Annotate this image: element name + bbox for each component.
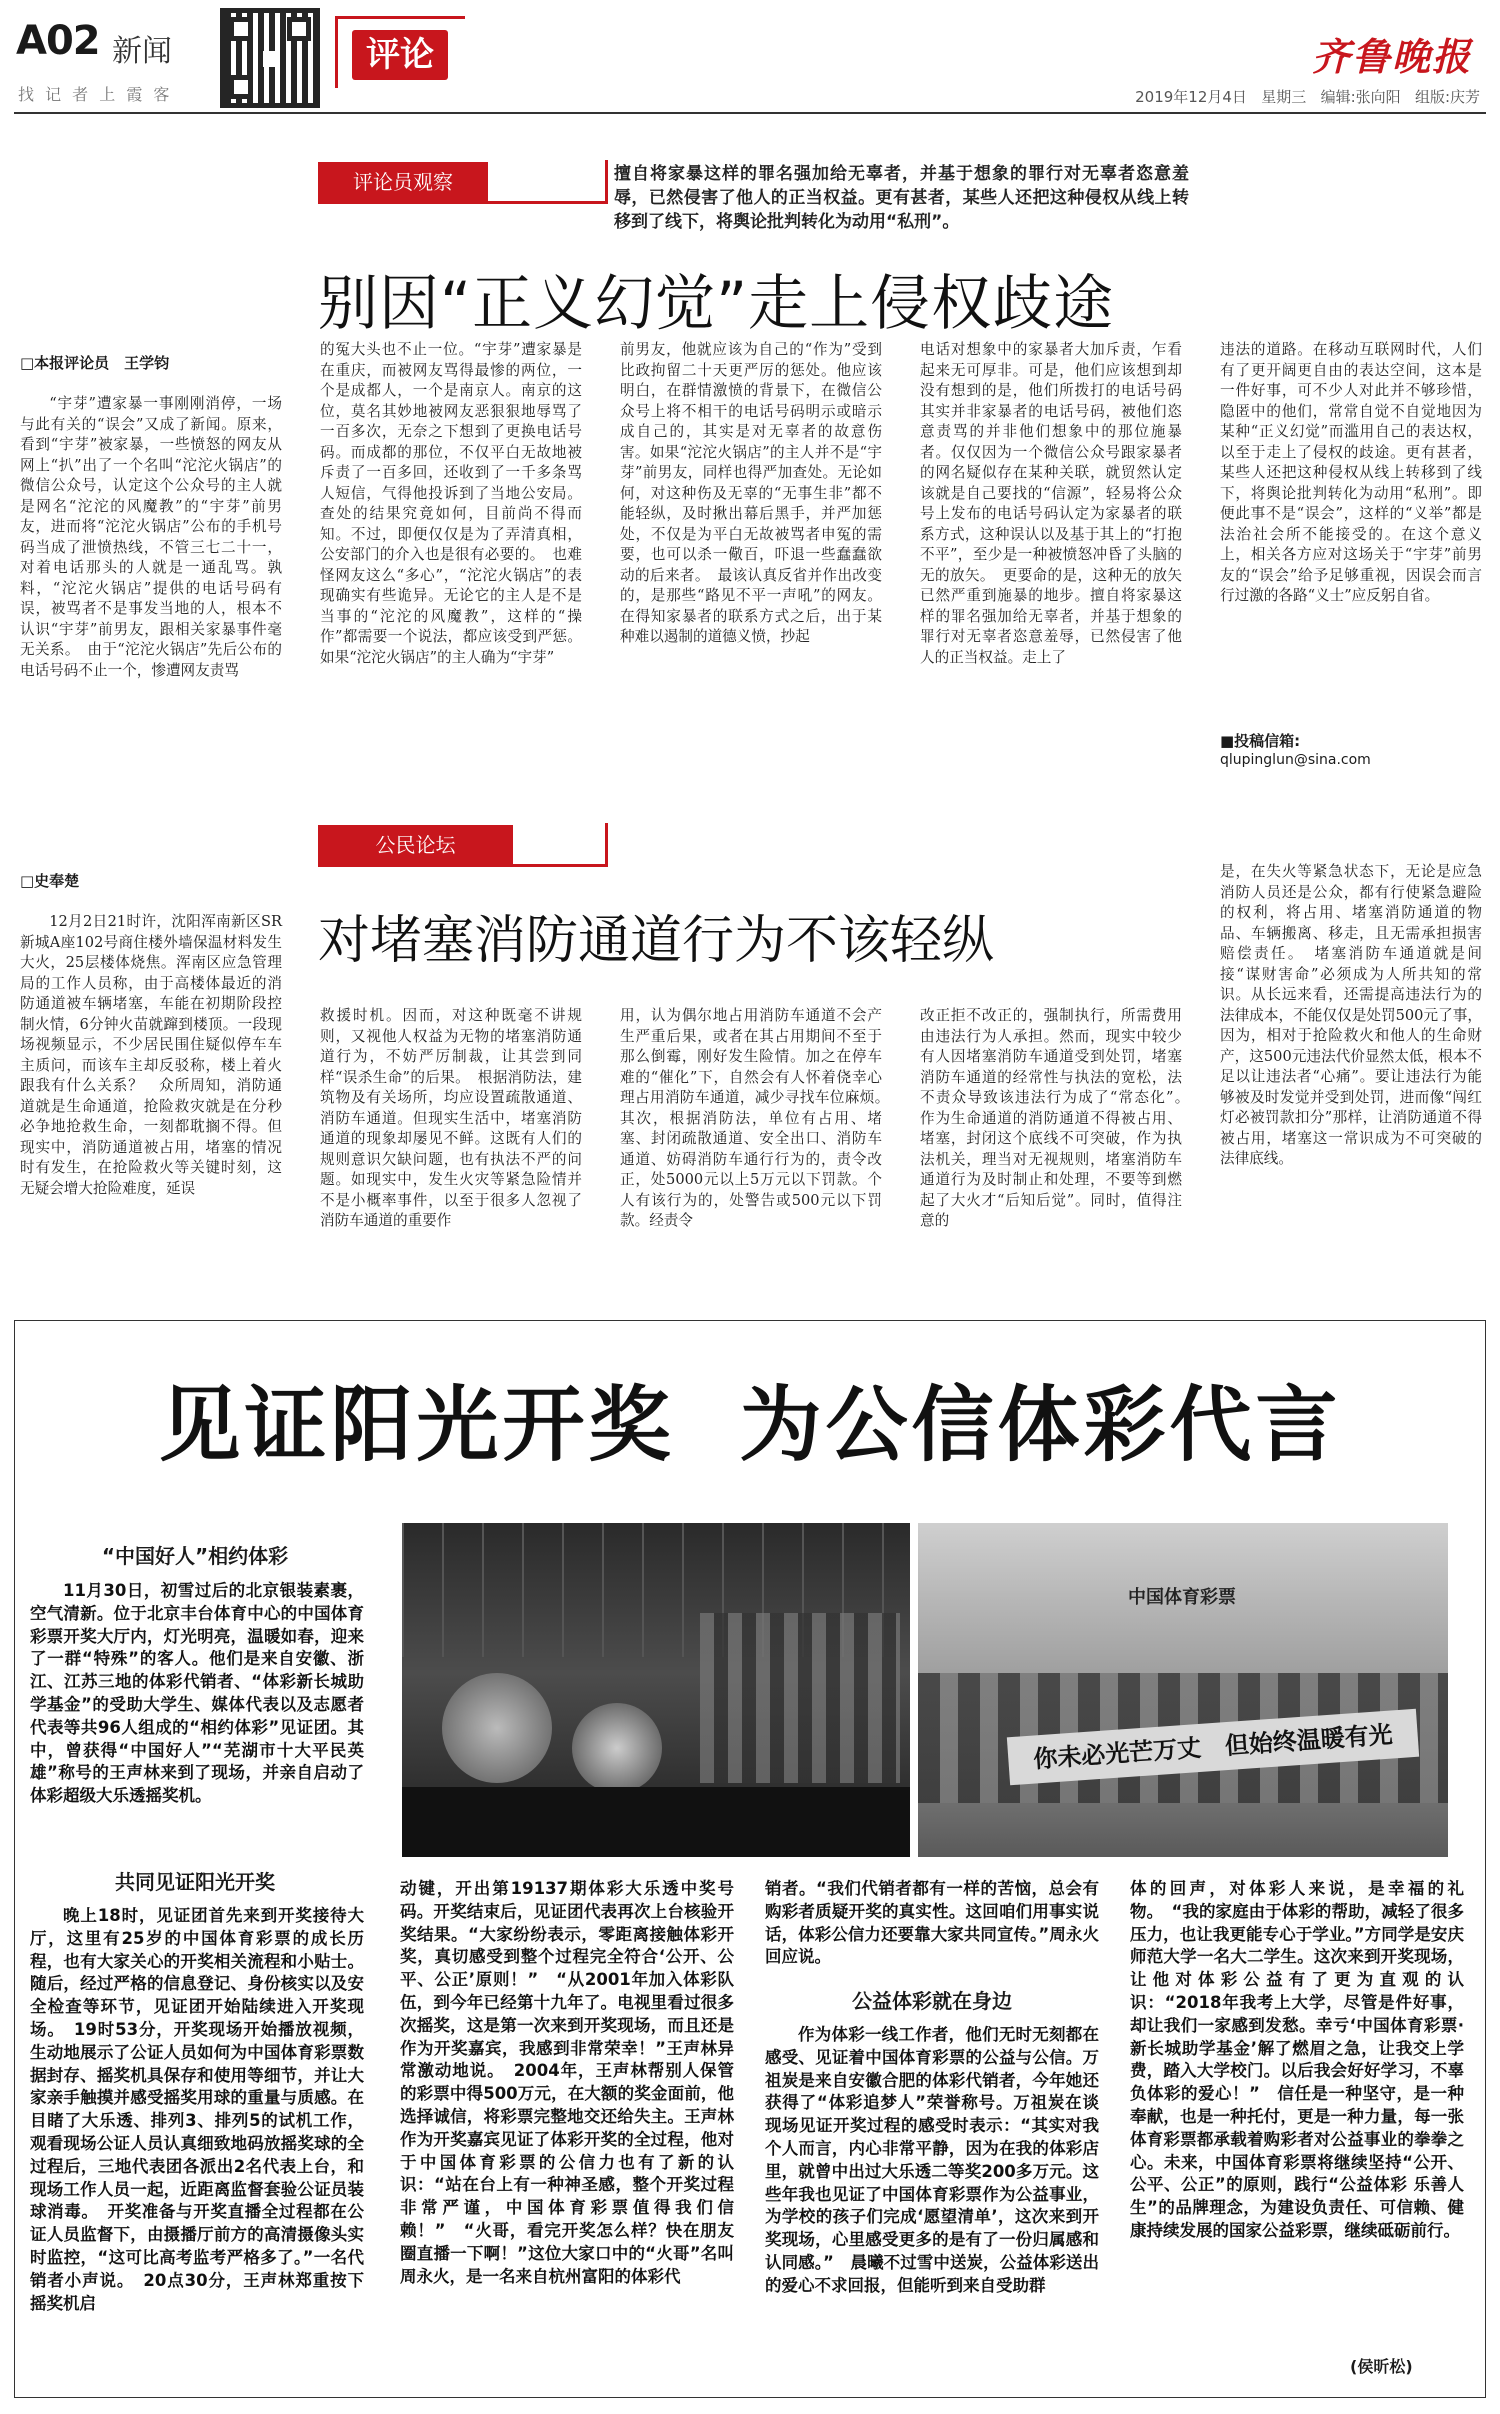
issue-date: 2019年12月4日 <box>1135 88 1247 106</box>
article1-column-5 <box>1220 340 1482 706</box>
feature-col3-p1: 销者。“我们代销者都有一样的苦恼，总会有购彩者质疑开奖的真实性。这回咱们用事实说话，体彩公信力还要靠大家共同宣传。”周永火回应说。 <box>765 1879 1099 1967</box>
contribution-email[interactable]: qlupinglun@sina.com <box>1220 752 1371 768</box>
section2-title-text: 共同见证阳光开奖 <box>115 1870 275 1894</box>
issue-info <box>1135 86 1480 107</box>
article2-col1-text: 12月2日21时许，沈阳浑南新区SR新城A座102号商住楼外墙保温材料发生大火，25层楼体烧焦。浑南区应急管理局的工作人员称，由于高楼体最近的消防通道被车辆堵塞，车能在初期阶段控制火情，6分钟火苗就蹿到楼顶。一段现场视频显示，不少居民围住疑似停车车主质问，而该车主却反驳称，楼上着火跟我有什么关系？ 众所周知，消防通道就是生命通道，抢险救灾就是在分秒必争地抢救生命，一刻都耽搁不得。但现实中，消防通道被占用，堵塞的情况时有发生，在抢险救火等关键时刻，这无疑会增大抢险难度，延误 <box>20 913 282 1197</box>
layout-editor: 组版:庆芳 <box>1414 88 1480 106</box>
article1-col4-text: 电话对想象中的家暴者大加斥责，乍看起来无可厚非。可是，他们应该想到却没有想到的是，他们所拨打的电话号码其实并非家暴者的电话号码，被他们恣意责骂的并非他们想象中的那位施暴者。仅仅因为一个微信公众号跟家暴者的网名疑似存在某种关联，就贸然认定该就是自己要找的“信源”，轻易将公众号上发布的电话号码认定为家暴者的联系方式，这种误认以及基于其上的“打抱不平”，至少是一种被愤怒冲昏了头脑的无的放矢。 更要命的是，这种无的放矢已然严重到施暴的地步。擅自将家暴这样的罪名强加给无辜者，并基于想象的罪行对无辜者恣意羞辱，已然侵害了他人的正当权益。走上了 <box>920 341 1182 666</box>
article1-lead: 擅自将家暴这样的罪名强加给无辜者，并基于想象的罪行对无辜者恣意羞辱，已然侵害了他人的正当权益。更有甚者，某些人还把这种侵权从线上转移到了线下，将舆论批判转化为动用“私刑”。 <box>614 164 1189 232</box>
article2-column-2 <box>320 1006 582 1292</box>
article1-column-2 <box>320 340 582 774</box>
feature-col3-p2: 作为体彩一线工作者，他们无时无刻都在感受、见证着中国体育彩票的公益与公信。万祖炭是来自安徽合肥的体彩代销者，今年她还获得了“体彩追梦人”荣誉称号。万祖炭在谈现场见证开奖过程的感受时表示：“其实对我个人而言，内心非常平静，因为在我的体彩店里，就曾中出过大乐透二等奖200多万元。这些年我也见证了中国体育彩票作为公益事业，为学校的孩子们完成‘愿望清单’，这次来到开奖现场，心里感受更多的是有了一份归属感和认同感。” 晨曦不过雪中送炭，公益体彩送出的爱心不求回报，但能听到来自受助群 <box>765 2025 1099 2295</box>
section1-title-text: “中国好人”相约体彩 <box>101 1544 289 1568</box>
article2-column-4 <box>920 1006 1197 1292</box>
feature-column-1a <box>30 1580 364 1860</box>
feature-col2-text: 动键，开出第19137期体彩大乐透中奖号码。开奖结束后，见证团代表再次上台核验开奖结果。“大家纷纷表示，零距离接触体彩开奖，真切感受到整个过程完全符合‘公开、公平、公正’原则！” “从2001年加入体彩队伍，到今年已经第十九年了。电视里看过很多次摇奖，这是第一次来到开奖现场，而且还是作为开奖嘉宾，我感到非常荣幸！”王声林异常激动地说。 2004年，王声林帮别人保管的彩票中得500万元，在大额的奖金面前，他选择诚信，将彩票完整地交还给失主。王声林作为开奖嘉宾见证了体彩开奖的全过程，他对于中国体育彩票的公信力也有了新的认识：“站在台上有一种神圣感，整个开奖过程非常严谨，中国体育彩票值得我们信赖！” “火哥，看完开奖怎么样？快在朋友圈直播一下啊！”这位大家口中的“火哥”名叫周永火，是一名来自杭州富阳的体彩代 <box>400 1879 734 2286</box>
header-slogan: 找 记 者 上 霞 客 <box>18 85 173 104</box>
feature-headline: 见证阳光开奖 为公信体彩代言 <box>158 1378 1342 1473</box>
editor: 编辑:张向阳 <box>1320 88 1401 106</box>
feature-col4-text: 体的回声，对体彩人来说，是幸福的礼物。 “我的家庭由于体彩的帮助，减轻了很多压力，也让我更能专心于学业。”方同学是安庆师范大学一名大二学生。这次来到开奖现场，让他对体彩公益有了更为直观的认识：“2018年我考上大学，尽管是件好事，却让我们一家感到发愁。幸亏‘中国体育彩票·新长城助学基金’解了燃眉之急，让我交上学费，踏入大学校门。以后我会好好学习，不辜负体彩的爱心！” 信任是一种坚守，是一种奉献，也是一种托付，更是一种力量，每一张体育彩票都承载着购彩者对公益事业的拳拳之心。未来，中国体育彩票将继续坚持“公开、公平、公正”的原则，践行“公益体彩 乐善人生”的品牌理念，为建设负责任、可信赖、健康持续发展的国家公益彩票，继续砥砺前行。 <box>1130 1879 1464 2240</box>
section-name: 新闻 <box>112 34 172 69</box>
article1-title: 别因“正义幻觉”走上侵权歧途 <box>318 269 1115 339</box>
feature-col1-p2: 晚上18时，见证团首先来到开奖接待大厅，这里有25岁的中国体育彩票的成长历程，也有大家关心的开奖相关流程和小贴士。随后，经过严格的信息登记、身份核实以及安全检查等环节，见证团开始陆续进入开奖现场。 19时53分，开奖现场开始播放视频，生动地展示了公证人员如何为中国体育彩票数据封存、摇奖机具保存和使用等细节，并让大家亲手触摸并感受摇奖用球的重量与质感。在目睹了大乐透、排列3、排列5的试机工作，观看现场公证人员认真细致地码放摇奖球的全过程后，三地代表团各派出2名代表上台，和现场工作人员一起，近距离监督套验公证员装球消毒。 开奖准备与开奖直播全过程都在公证人员监督下，由摄播厅前方的高清摄像头实时监控，“这可比高考监考严格多了。”一名代销者小声说。 20点30分，王声林郑重按下摇奖机启 <box>30 1906 364 2313</box>
article1-column-4 <box>920 340 1182 774</box>
feature-column-2 <box>400 1878 734 2378</box>
feature-section1-title <box>30 1540 360 1569</box>
feature-column-4 <box>1130 1878 1464 2350</box>
header-divider <box>14 112 1486 114</box>
article1-tag: 评论员观察 <box>318 162 488 202</box>
section3-title-text: 公益体彩就在身边 <box>852 1989 1012 2013</box>
feature-section2-title <box>30 1866 360 1895</box>
article2-byline: □史奉楚 <box>20 872 80 890</box>
article1-col2-text: 的冤大头也不止一位。“宇芽”遭家暴是在重庆，而被网友骂得最惨的两位，一个是成都人，一个是南京人。南京的这位，莫名其妙地被网友恶狠狠地辱骂了一百多次，无奈之下想到了更换电话号码。而成都的那位，不仅平白无故地被斥责了一百多回，还收到了一千多条骂人短信，气得他投诉到了当地公安局。查处的结果究竟如何，目前尚不得而知。不过，即便仅仅是为了弄清真相，公安部门的介入也是很有必要的。 也难怪网友这么“多心”，“沱沱火锅店”的表现确实有些诡异。无论它的主人是不是当事的“沱沱的风魔教”，这样的“操作”都需要一个说法，都应该受到严惩。如果“沱沱火锅店”的主人确为“宇芽” <box>320 341 582 666</box>
feature-signoff: (侯昕松) <box>1350 2357 1413 2376</box>
article1-col3-text: 前男友，他就应该为自己的“作为”受到比政拘留二十天更严厉的惩处。他应该明白，在群情激愤的背景下，在微信公众号上将不相干的电话号码明示或暗示成自己的，其实是对无辜者的故意伤害。如果“沱沱火锅店”的主人并不是“宇芽”前男友，同样也得严加查处。无论如何，对这种伤及无辜的“无事生非”都不能轻纵，及时揪出幕后黑手，并严加惩处，不仅是为平白无故被骂者申冤的需要，也可以杀一儆百，吓退一些蠢蠢欲动的后来者。 最该认真反省并作出改变的，是那些“路见不平一声吼”的网友。在得知家暴者的联系方式之后，出于某种难以遏制的道德义愤，抄起 <box>620 341 882 645</box>
article1-col5-text: 违法的道路。在移动互联网时代，人们有了更开阔更自由的表达空间，这本是一件好事，可不少人对此并不够珍惜，隐匿中的他们，常常自觉不自觉地因为某种“正义幻觉”而滥用自己的表达权，以至于走上了侵权的歧途。更有甚者，某些人还把这种侵权从线上转移到了线下，将舆论批判转化为动用“私刑”。即便此事不是“误会”，这样的“义举”都是法治社会所不能接受的。在这个意义上，相关各方应对这场关于“宇芽”前男友的“误会”给予足够重视，因误会而言行过激的各路“义士”应反躬自省。 <box>1220 341 1482 604</box>
article1-col1-text: “宇芽”遭家暴一事刚刚消停，一场与此有关的“误会”又成了新闻。原来，看到“宇芽”被家暴，一些愤怒的网友从网上“扒”出了一个名叫“沱沱火锅店”的微信公众号，认定这个公众号的主人就是网名“沱沱的风魔教”的“宇芽”前男友，进而将“沱沱火锅店”公布的手机号码当成了泄愤热线，不管三七二十一，对着电话那头的人就是一通乱骂。孰料，“沱沱火锅店”提供的电话号码有误，被骂者不是事发当地的人，根本不认识“宇芽”前男友，跟相关家暴事件毫无关系。 由于“沱沱火锅店”先后公布的电话号码不止一个，惨遭网友责骂 <box>20 395 282 679</box>
article2-col4-text: 改正拒不改正的，强制执行，所需费用由违法行为人承担。然而，现实中较少有人因堵塞消防车通道受到处罚，堵塞消防车通道的经常性与执法的宽松，法不责众导致该违法行为成了“常态化”。 作为生命通道的消防通道不得被占用、堵塞，封闭这个底线不可突破，作为执法机关，理当对无视规则，堵塞消防车通道行为及时制止和处理，不要等到燃起了大火才“后知后觉”。同时，值得注意的 <box>920 1007 1197 1229</box>
article2-col5-text: 是，在失火等紧急状态下，无论是应急消防人员还是公众，都有行使紧急避险的权利，将占用、堵塞消防通道的物品、车辆搬离、移走，且无需承担损害赔偿责任。 堵塞消防车通道就是间接“谋财害命”必须成为人所共知的常识。从长远来看，还需提高违法行为的法律成本，不能仅仅是处罚500元了事，因为，相对于抢险救火和他人的生命财产，这500元违法代价显然太低，根本不足以让违法者“心痛”。要让违法行为能够被及时发觉并受到处罚，进而像“闯红灯必被罚款扣分”那样，让消防通道不得被占用，堵塞这一常识成为不可突破的法律底线。 <box>1220 863 1482 1167</box>
qr-code[interactable] <box>220 8 320 108</box>
photo-group <box>918 1523 1448 1857</box>
newspaper-name: 齐鲁晚报 <box>1311 34 1472 79</box>
article2-column-3 <box>620 1006 897 1292</box>
article1-tag-frame-icon <box>318 160 608 204</box>
page-number: A02 <box>16 18 100 64</box>
photo-draw-hall <box>402 1523 910 1857</box>
article1-column-1 <box>20 394 282 774</box>
feature-column-3b <box>765 2024 1099 2378</box>
photo2-sign: 中国体育彩票 <box>1128 1587 1236 1608</box>
article2-column-5 <box>1220 862 1482 1292</box>
issue-weekday: 星期三 <box>1261 88 1307 106</box>
article2-tag: 公民论坛 <box>318 825 513 865</box>
feature-column-3a <box>765 1878 1099 1968</box>
article2-tag-frame-icon <box>318 823 608 867</box>
contribution-label: ■投稿信箱: <box>1220 732 1301 750</box>
feature-column-1b <box>30 1905 364 2377</box>
photo2-banner: 你未必光芒万丈 但始终温暖有光 <box>1007 1709 1419 1785</box>
article2-title: 对堵塞消防通道行为不该轻纵 <box>318 911 995 971</box>
article2-col3-text: 用，认为偶尔地占用消防车通道不会产生严重后果，或者在其占用期间不至于那么倒霉，刚好发生险情。加之在停车难的“催化”下，自然会有人怀着侥幸心理占用消防车通道，减少寻找车位麻烦。 其次，根据消防法，单位有占用、堵塞、封闭疏散通道、安全出口、消防车通道、妨碍消防车通行行为的，责令改正，处5000元以上5万元以下罚款。个人有该行为的，处警告或500元以下罚款。经责令 <box>620 1007 897 1229</box>
article2-col2-text: 救援时机。因而，对这种既毫不讲规则，又视他人权益为无物的堵塞消防通道行为，不妨严厉制裁，让其尝到同样“误杀生命”的后果。 根据消防法，建筑物及有关场所，均应设置疏散通道、消防车通道。但现实生活中，堵塞消防通道的现象却屡见不鲜。这既有人们的规则意识欠缺问题，也有执法不严的问题。如现实中，发生火灾等紧急险情并不是小概率事件，以至于很多人忽视了消防车通道的重要作 <box>320 1007 582 1229</box>
article1-byline: □本报评论员 王学钧 <box>20 354 170 372</box>
column-label: 评论 <box>352 30 448 80</box>
feature-col1-p1: 11月30日，初雪过后的北京银装素裹，空气清新。位于北京丰台体育中心的中国体育彩票开奖大厅内，灯光明亮，温暖如春，迎来了一群“特殊”的客人。他们是来自安徽、浙江、江苏三地的体彩代销者、“体彩新长城助学基金”的受助大学生、媒体代表以及志愿者代表等共96人组成的“相约体彩”见证团。其中，曾获得“中国好人”“芜湖市十大平民英雄”称号的王声林来到了现场，并亲自启动了体彩超级大乐透摇奖机。 <box>30 1581 364 1806</box>
article1-column-3 <box>620 340 882 774</box>
feature-section3-title <box>765 1985 1099 2014</box>
article2-column-1 <box>20 912 282 1292</box>
